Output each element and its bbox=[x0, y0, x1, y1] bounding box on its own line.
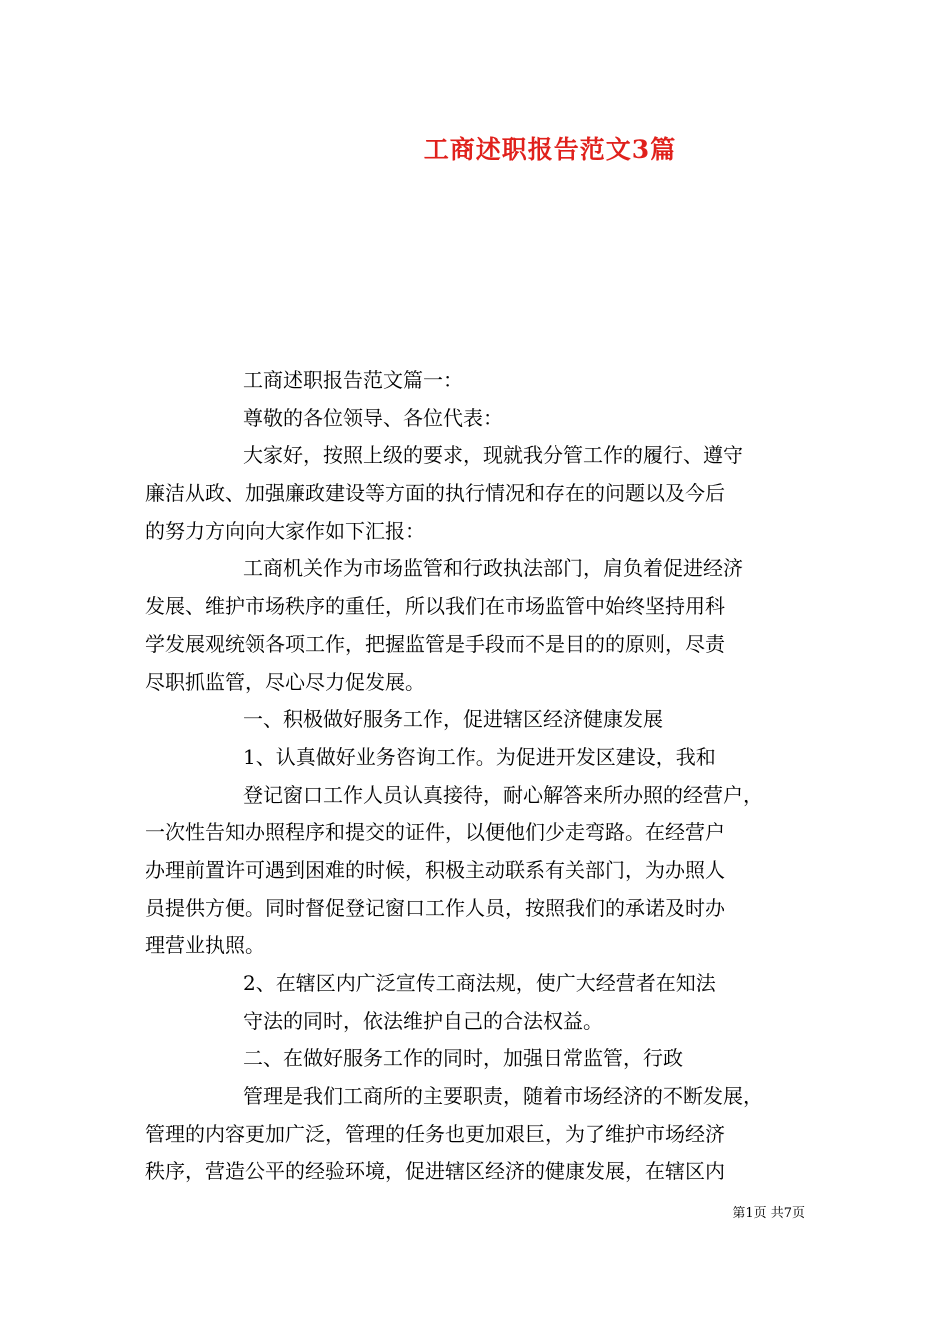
text-line: 一次性告知办照程序和提交的证件，以便他们少走弯路。在经营户 bbox=[145, 820, 725, 845]
text-line: 的努力方向向大家作如下汇报： bbox=[145, 518, 425, 543]
page-number: 第1页 共7页 bbox=[732, 1206, 805, 1221]
text-line: 尽职抓监管，尽心尽力促发展。 bbox=[145, 669, 425, 694]
text-line: 管理的内容更加广泛，管理的任务也更加艰巨，为了维护市场经济 bbox=[145, 1121, 725, 1146]
text-line: 2、在辖区内广泛宣传工商法规，使广大经营者在知法 bbox=[243, 971, 716, 995]
text-line: 管理是我们工商所的主要职责，随着市场经济的不断发展， bbox=[243, 1084, 763, 1109]
text-line: 理营业执照。 bbox=[145, 933, 265, 958]
document-body bbox=[145, 362, 815, 1191]
text-line: 一、积极做好服务工作，促进辖区经济健康发展 bbox=[243, 707, 663, 732]
text-line: 办理前置许可遇到困难的时候，积极主动联系有关部门，为办照人 bbox=[145, 857, 725, 882]
text-line: 工商述职报告范文篇一： bbox=[243, 368, 463, 392]
text-line: 尊敬的各位领导、各位代表： bbox=[243, 405, 503, 430]
text-line: 廉洁从政、加强廉政建设等方面的执行情况和存在的问题以及今后 bbox=[145, 481, 725, 506]
document-title: 工商述职报告范文3篇 bbox=[423, 135, 677, 164]
text-line: 登记窗口工作人员认真接待，耐心解答来所办照的经营户， bbox=[243, 782, 763, 807]
text-line: 二、在做好服务工作的同时，加强日常监管，行政 bbox=[243, 1046, 683, 1071]
text-line: 员提供方便。同时督促登记窗口工作人员，按照我们的承诺及时办 bbox=[145, 895, 725, 920]
text-line: 工商机关作为市场监管和行政执法部门，肩负着促进经济 bbox=[243, 556, 743, 581]
text-line: 发展、维护市场秩序的重任，所以我们在市场监管中始终坚持用科 bbox=[145, 594, 725, 619]
text-line: 1、认真做好业务咨询工作。为促进开发区建设，我和 bbox=[243, 744, 716, 769]
text-line: 大家好，按照上级的要求，现就我分管工作的履行、遵守 bbox=[243, 443, 743, 468]
text-line: 学发展观统领各项工作，把握监管是手段而不是目的的原则，尽责 bbox=[145, 631, 725, 656]
text-line: 秩序，营造公平的经验环境，促进辖区经济的健康发展，在辖区内 bbox=[145, 1159, 725, 1184]
text-line: 守法的同时，依法维护自己的合法权益。 bbox=[243, 1008, 603, 1033]
